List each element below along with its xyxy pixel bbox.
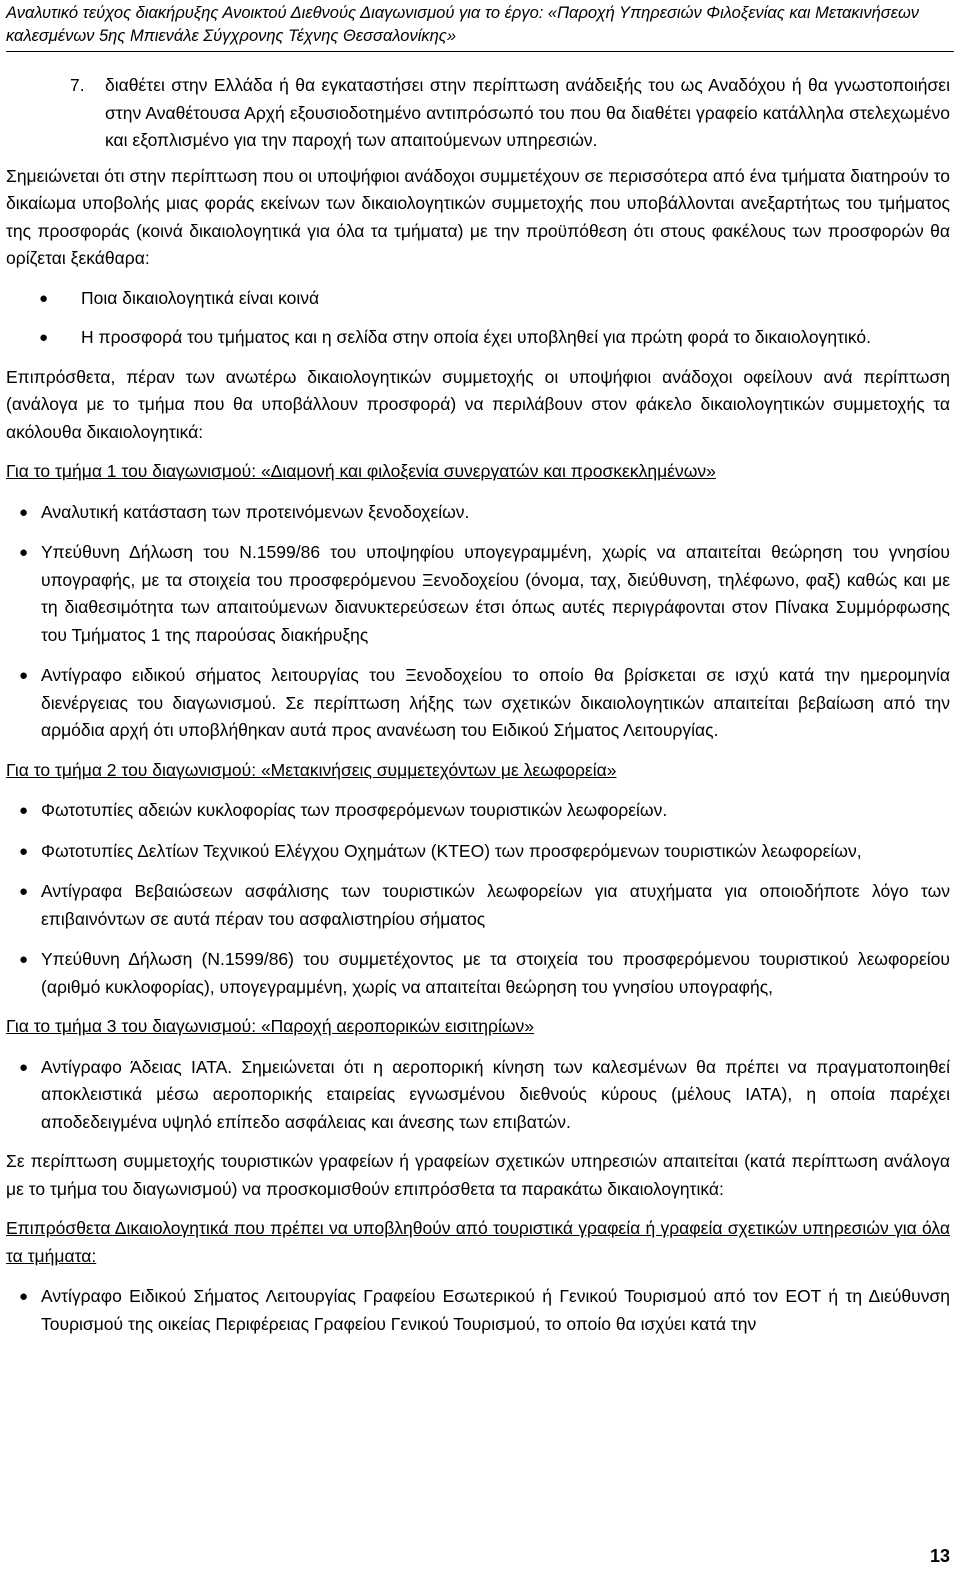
note-list [6,285,950,352]
section-3-list [6,1054,950,1137]
page-body [6,72,950,1338]
list-item: ● Υπεύθυνη Δήλωση του Ν.1599/86 του υποψηφίου υπογεγραμμένη, χωρίς να απαιτείται θεώρηση του γνησίου υπογραφής, με τα στοιχεία του προσφερόμενου Ξενοδοχείου (όνομα, ταχ, διεύθυνση, τηλέφωνο, φαξ) καθώς και με τη διαθεσιμότητα των απαιτούμενων διανυκτερεύσεων έτσι όπως αυτές περιγράφονται στον Πίνακα Συμμόρφωσης του Τμήματος 1 της παρούσας διακήρυξης [6,539,950,649]
bullet-icon: ● [18,544,29,561]
page-number: 13 [929,1546,950,1566]
list-item: ● Φωτοτυπίες αδειών κυκλοφορίας των προσφερόμενων τουριστικών λεωφορείων. [6,797,950,825]
bullet-icon: ● [18,951,29,968]
bullet-icon: ● [18,503,29,521]
section-3-heading: Για το τμήμα 3 του διαγωνισμού: «Παροχή αεροπορικών εισιτηρίων» [6,1016,535,1036]
list-item: ● Ποια δικαιολογητικά είναι κοινά [6,285,950,313]
list-item: ● Υπεύθυνη Δήλωση (Ν.1599/86) του συμμετέχοντος με τα στοιχεία του προσφερόμενου τουριστικού λεωφορείου (αριθμό κυκλοφορίας), υπογεγραμμένη, χωρίς να απαιτείται θεώρηση του γνησίου υπογραφής, [6,946,950,1001]
bullet-icon: ● [18,667,29,684]
bullet-icon: ● [18,842,29,860]
item-text: διαθέτει στην Ελλάδα ή θα εγκαταστήσει στην περίπτωση ανάδειξής του ως Αναδόχου ή θα γνωστοποιήσει στην Αναθέτουσα Αρχή εξουσιοδοτημένο αντιπρόσωπό του που θα διαθέτει γραφείο κατάλληλα στελεχωμένο και εξοπλισμένο για την παροχή των απαιτούμενων υπηρεσιών. [105,75,950,150]
list-item: ● Αντίγραφο ειδικού σήματος λειτουργίας του Ξενοδοχείου το οποίο θα βρίσκεται σε ισχύ κατά την ημερομηνία διενέργειας του διαγωνισμού. Σε περίπτωση λήξης των σχετικών δικαιολογητικών απαιτείται βεβαίωση από την αρμόδια αρχή ότι υποβλήθηκαν αυτά προς ανανέωση του Ειδικού Σήματος Λειτουργίας. [6,662,950,745]
bullet-icon: ● [38,289,49,307]
section-1-list [6,499,950,745]
document-header [6,2,954,52]
list-item: ● Αντίγραφο Ειδικού Σήματος Λειτουργίας Γραφείου Εσωτερικού ή Γενικού Τουρισμού από τον ΕΟΤ ή τη Διεύθυνση Τουρισμού της οικείας Περιφέρειας Γραφείου Γενικού Τουρισμού, το οποίο θα ισχύει κατά την [6,1283,950,1338]
list-item: ● Φωτοτυπίες Δελτίων Τεχνικού Ελέγχου Οχημάτων (ΚΤΕΟ) των προσφερόμενων τουριστικών λεωφορείων, [6,838,950,866]
section-4-heading: Επιπρόσθετα Δικαιολογητικά που πρέπει να υποβληθούν από τουριστικά γραφεία ή γραφεία σχετικών υπηρεσιών για όλα τα τμήματα: [6,1218,950,1266]
section-1-heading: Για το τμήμα 1 του διαγωνισμού: «Διαμονή και φιλοξενία συνεργατών και προσκεκλημένων» [6,461,716,481]
bullet-icon: ● [18,802,29,819]
section-2-list [6,797,950,1001]
bullet-icon: ● [38,329,49,346]
header-line-2: καλεσμένων 5ης Μπιενάλε Σύγχρονης Τέχνης Θεσσαλονίκης» [6,27,456,45]
list-item: ● Η προσφορά του τμήματος και η σελίδα στην οποία έχει υποβληθεί για πρώτη φορά το δικαιολογητικό. [6,324,950,352]
list-item: ● Αναλυτική κατάσταση των προτεινόμενων ξενοδοχείων. [6,499,950,527]
header-line-1: Αναλυτικό τεύχος διακήρυξης Ανοικτού Διεθνούς Διαγωνισμού για το έργο: «Παροχή Υπηρεσιών Φιλοξενίας και Μετακινήσεων [6,4,920,22]
section-4-list [6,1283,950,1338]
bullet-icon: ● [18,883,29,900]
section-2-heading: Για το τμήμα 2 του διαγωνισμού: «Μετακινήσεις συμμετεχόντων με λεωφορεία» [6,759,617,780]
agencies-paragraph: Σε περίπτωση συμμετοχής τουριστικών γραφείων ή γραφείων σχετικών υπηρεσιών απαιτείται (κατά περίπτωση ανάλογα με το τμήμα του διαγωνισμού) να προσκομισθούν επιπρόσθετα τα παρακάτω δικαιολογητικά: [6,1151,950,1199]
bullet-icon: ● [18,1058,29,1076]
list-item: ● Αντίγραφα Βεβαιώσεων ασφάλισης των τουριστικών λεωφορείων για ατυχήματα για οποιοδήποτε λόγο των επιβαινόντων σε αυτά πέραν του ασφαλιστηρίου σήματος [6,878,950,933]
additional-paragraph: Επιπρόσθετα, πέραν των ανωτέρω δικαιολογητικών συμμετοχής οι υποψήφιοι ανάδοχοι οφείλουν ανά περίπτωση (ανάλογα με το τμήμα που θα υποβάλλουν προσφορά) να περιλάβουν στον φάκελο δικαιολογητικών συμμετοχής τα ακόλουθα δικαιολογητικά: [6,366,950,442]
note-paragraph: Σημειώνεται ότι στην περίπτωση που οι υποψήφιοι ανάδοχοι συμμετέχουν σε περισσότερα από ένα τμήματα διατηρούν το δικαίωμα υποβολής μιας φοράς εκείνων των δικαιολογητικών συμμετοχής που υποβάλλονται ανεξαρτήτως του τμήματος της προσφοράς (κοινά δικαιολογητικά για όλα τα τμήματα) με την προϋπόθεση ότι στους φακέλους των προσφορών θα ορίζεται ξεκάθαρα: [6,165,950,268]
item-number: 7. [70,75,85,95]
list-item: ● Αντίγραφο Άδειας ΙΑΤΑ. Σημειώνεται ότι η αεροπορική κίνηση των καλεσμένων θα πρέπει να πραγματοποιηθεί αποκλειστικά μέσω αεροπορικής εταιρείας εγνωσμένου διεθνούς κύρους (μέλους ΙΑΤΑ), η οποία παρέχει αποδεδειγμένα υψηλό επίπεδο ασφάλειας και άνεσης των επιβατών. [6,1054,950,1137]
numbered-item-7 [70,72,950,155]
bullet-icon: ● [18,1288,29,1305]
